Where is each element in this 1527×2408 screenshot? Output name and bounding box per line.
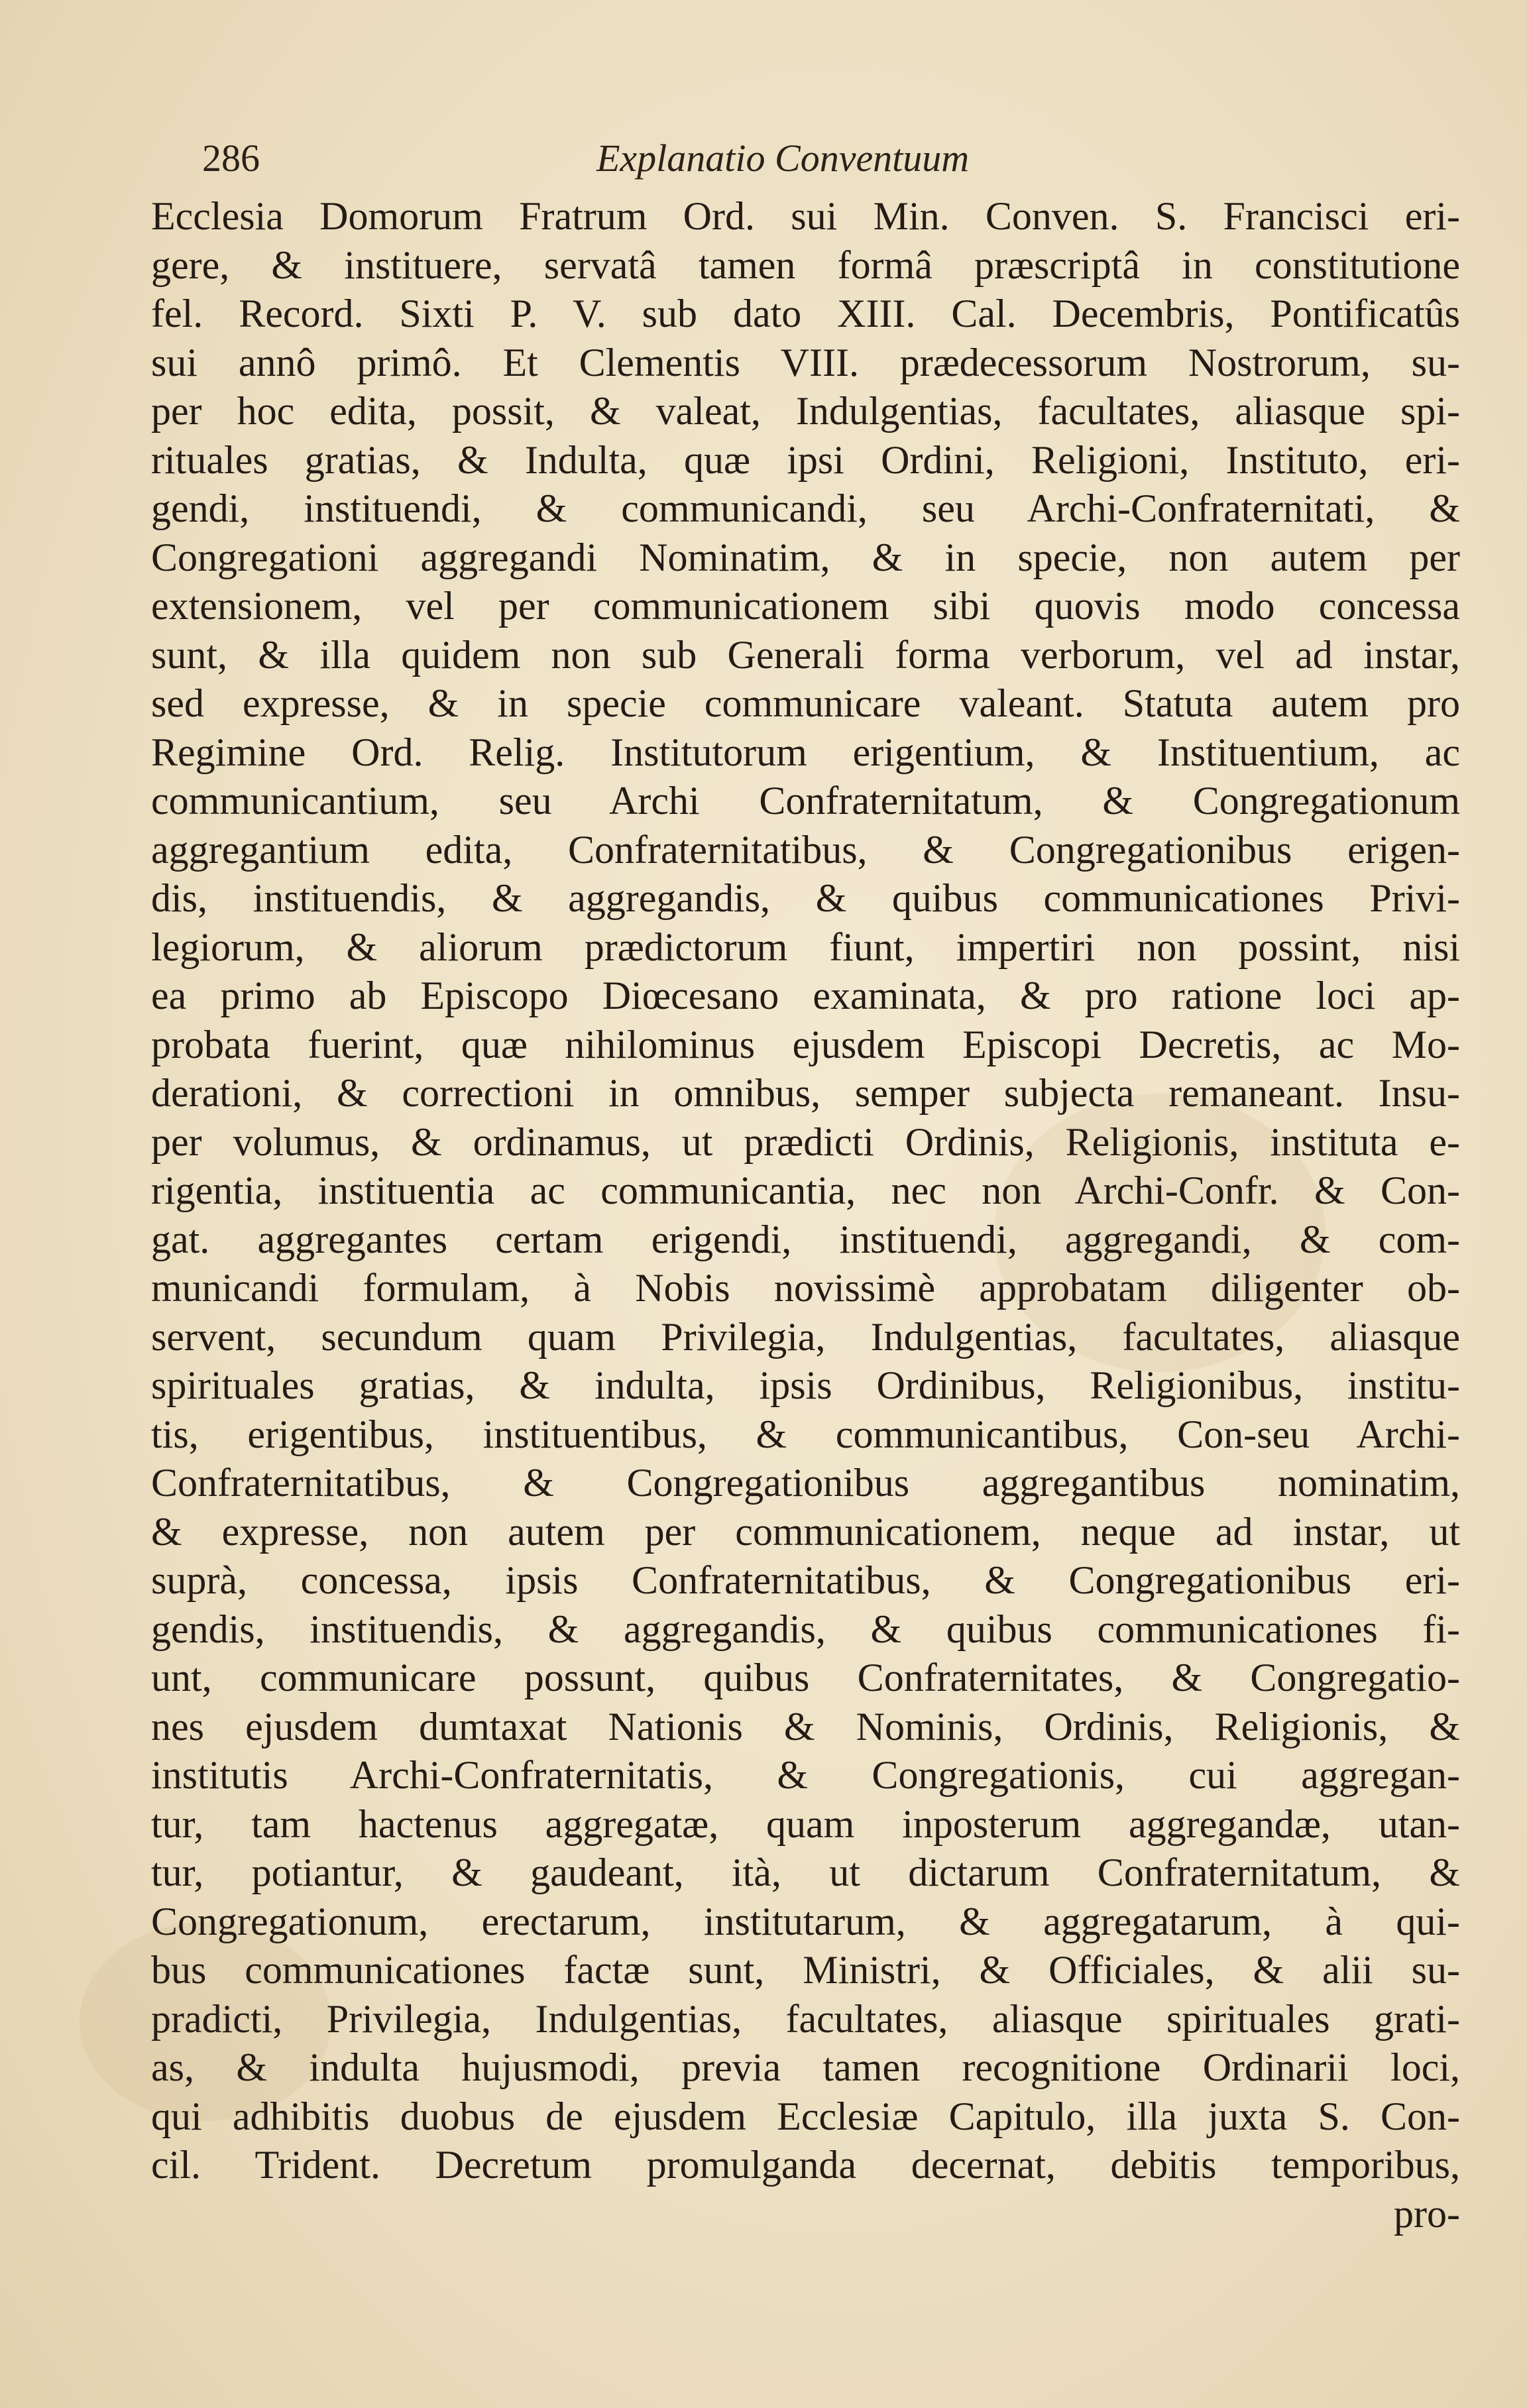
text-line: communicantium, seu Archi Confraternitatum, & Congregationum — [151, 779, 1460, 823]
text-line: Regimine Ord. Relig. Institutorum erigentium, & Instituentium, ac — [151, 730, 1460, 774]
text-line: dis, instituendis, & aggregandis, & quibus communicationes Privi- — [151, 876, 1460, 920]
text-line: gere, & instituere, servatâ tamen formâ præscriptâ in constitutione — [151, 243, 1460, 287]
text-line: qui adhibitis duobus de ejusdem Ecclesiæ Capitulo, illa juxta S. Con- — [151, 2094, 1460, 2138]
page-header — [202, 136, 1461, 189]
text-line: Congregationum, erectarum, institutarum, & aggregatarum, à qui- — [151, 1899, 1460, 1943]
text-line: sui annô primô. Et Clementis VIII. prædecessorum Nostrorum, su- — [151, 340, 1460, 384]
text-line: rigentia, instituentia ac communicantia, nec non Archi-Confr. & Con- — [151, 1169, 1460, 1212]
text-line: gat. aggregantes certam erigendi, instituendi, aggregandi, & com- — [151, 1217, 1460, 1261]
text-line: Confraternitatibus, & Congregationibus aggregantibus nominatim, — [151, 1461, 1460, 1505]
text-line: per hoc edita, possit, & valeat, Indulgentias, facultates, aliasque spi- — [151, 389, 1460, 433]
text-line: per volumus, & ordinamus, ut prædicti Ordinis, Religionis, instituta e- — [151, 1119, 1460, 1164]
text-line: pradicti, Privilegia, Indulgentias, facultates, aliasque spirituales grati- — [151, 1996, 1460, 2041]
text-line: municandi formulam, à Nobis novissimè approbatam diligenter ob- — [151, 1266, 1460, 1310]
running-title: Explanatio Conventuum — [596, 137, 970, 180]
text-line: tur, potiantur, & gaudeant, ità, ut dictarum Confraternitatum, & — [151, 1851, 1460, 1894]
text-line: derationi, & correctioni in omnibus, semper subjecta remaneant. Insu- — [151, 1071, 1460, 1115]
page-number: 286 — [202, 137, 260, 180]
text-line: gendi, instituendi, & communicandi, seu Archi-Confraternitati, & — [151, 487, 1460, 530]
text-line: institutis Archi-Confraternitatis, & Congregationis, cui aggregan- — [151, 1753, 1460, 1797]
text-line: tis, erigentibus, instituentibus, & communicantibus, Con-seu Archi- — [151, 1412, 1460, 1456]
text-line: extensionem, vel per communicationem sibi quovis modo concessa — [151, 584, 1460, 628]
text-line: bus communicationes factæ sunt, Ministri, & Officiales, & alii su- — [151, 1948, 1460, 1992]
text-line: & expresse, non autem per communicationem, neque ad instar, ut — [151, 1509, 1460, 1554]
text-line: sed expresse, & in specie communicare valeant. Statuta autem pro — [151, 681, 1460, 725]
text-line: ea primo ab Episcopo Diœcesano examinata, & pro ratione loci ap- — [151, 974, 1460, 1017]
text-line: rituales gratias, & Indulta, quæ ipsi Ordini, Religioni, Instituto, eri- — [151, 437, 1460, 482]
text-line: spirituales gratias, & indulta, ipsis Ordinibus, Religionibus, institu- — [151, 1363, 1460, 1407]
catchword: pro- — [1394, 2191, 1460, 2236]
text-line: probata fuerint, quæ nihilominus ejusdem Episcopi Decretis, ac Mo- — [151, 1022, 1460, 1066]
text-line: legiorum, & aliorum prædictorum fiunt, impertiri non possint, nisi — [151, 925, 1460, 969]
text-line: Congregationi aggregandi Nominatim, & in specie, non autem per — [151, 535, 1460, 579]
text-line: servent, secundum quam Privilegia, Indulgentias, facultates, aliasque — [151, 1314, 1460, 1359]
text-line: tur, tam hactenus aggregatæ, quam inposterum aggregandæ, utan- — [151, 1802, 1460, 1846]
text-line: sunt, & illa quidem non sub Generali forma verborum, vel ad instar, — [151, 632, 1460, 677]
text-line: Ecclesia Domorum Fratrum Ord. sui Min. Conven. S. Francisci eri- — [151, 194, 1460, 238]
text-line: gendis, instituendis, & aggregandis, & quibus communicationes fi- — [151, 1607, 1460, 1651]
text-line: unt, communicare possunt, quibus Confraternitates, & Congregatio- — [151, 1656, 1460, 1699]
text-line: as, & indulta hujusmodi, previa tamen recognitione Ordinarii loci, — [151, 2045, 1460, 2089]
text-line: suprà, concessa, ipsis Confraternitatibus, & Congregationibus eri- — [151, 1558, 1460, 1602]
text-line: nes ejusdem dumtaxat Nationis & Nominis, Ordinis, Religionis, & — [151, 1704, 1460, 1749]
text-line: cil. Trident. Decretum promulganda decernat, debitis temporibus, — [151, 2143, 1460, 2187]
body-text — [151, 192, 1460, 2238]
text-line: aggregantium edita, Confraternitatibus, & Congregationibus erigen- — [151, 827, 1460, 872]
text-line: fel. Record. Sixti P. V. sub dato XIII. Cal. Decembris, Pontificatûs — [151, 292, 1460, 335]
